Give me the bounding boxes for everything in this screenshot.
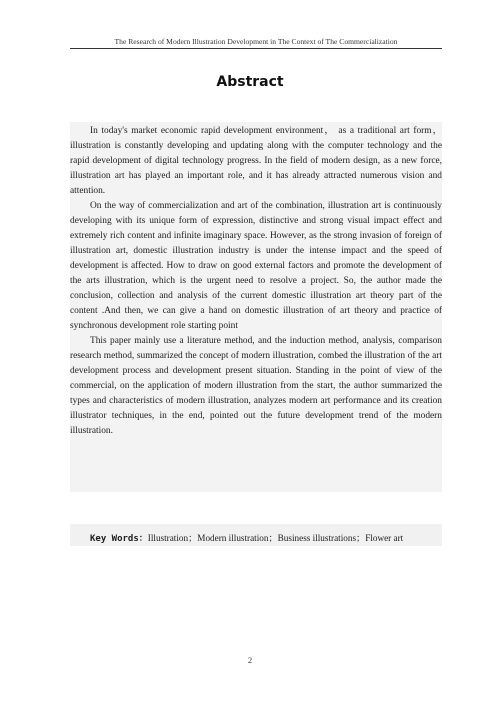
abstract-paragraph-1: In today's market economic rapid development environment， as a traditional art form，illustration is constantly developing and updating along with the computer technology and the rapid development of digital technology progress. In the field of modern design, as a new force, illustration art has played an important role, and it has already attracted numerous vision and attention. [70,126,442,196]
page-number: 2 [247,655,253,665]
abstract-body [70,122,442,492]
keywords-label: Key Words： [90,534,148,544]
abstract-paragraph-3: This paper mainly use a literature method, and the induction method, analysis, comparison research method, summarized the concept of modern illustration, combed the illustration of the art development process and development present situation. Standing in the point of view of the commercial, on the application of modern illustration from the start, the author summarized the types and characteristics of modern illustration, analyzes modern art performance and its creation illustrator techniques, in the end, pointed out the future development trend of the modern illustration. [70,336,442,436]
running-header: The Research of Modern Illustration Development in The Context of The Commercialization [114,37,398,46]
keywords-text: Illustration；Modern illustration；Business illustrations；Flower art [147,533,404,543]
abstract-paragraph-2: On the way of commercialization and art of the combination, illustration art is continuously developing with its unique form of expression, distinctive and strong visual impact effect and extremely rich content and infinite imaginary space. However, as the strong invasion of foreign of illustration art, domestic illustration industry is under the intense impact and the speed of development is affected. How to draw on good external factors and promote the development of the arts illustration, which is the urgent need to resolve a project. So, the author made the conclusion, collection and analysis of the current domestic illustration art theory part of the content .And then, we can give a hand on domestic illustration of art theory and practice of synchronous development role starting point [70,201,442,331]
header-rule [70,48,442,49]
keywords-line [90,530,403,544]
page-title: Abstract [216,74,284,90]
